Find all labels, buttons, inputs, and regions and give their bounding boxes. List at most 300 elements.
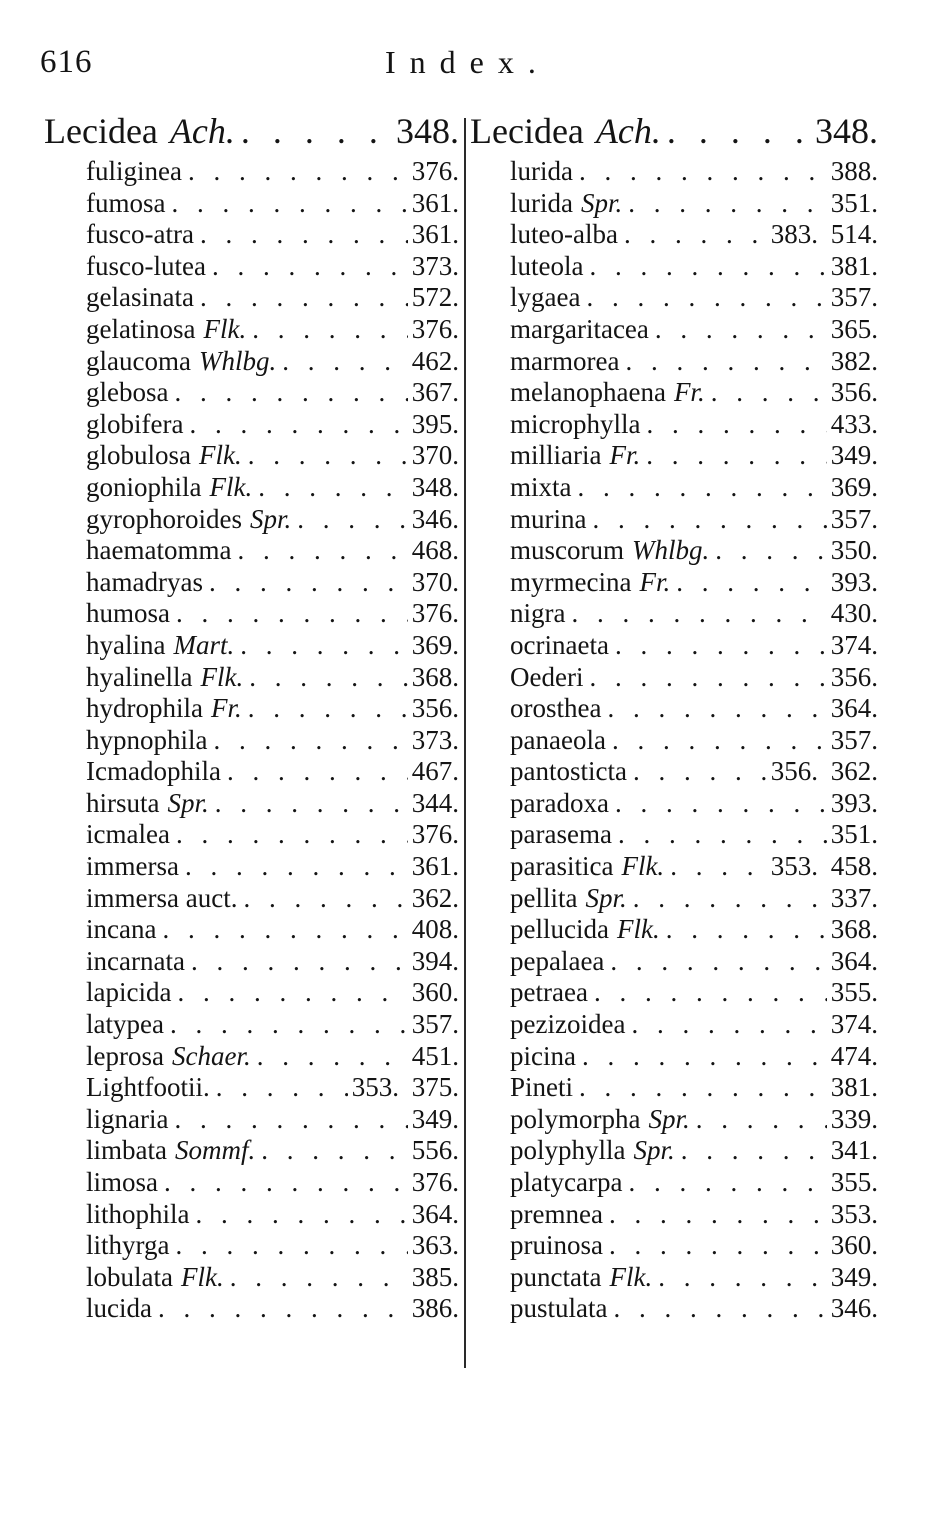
index-entry xyxy=(44,567,459,599)
entry-page-ref: 356. 362. xyxy=(770,756,878,787)
entry-author: Spr. xyxy=(633,1135,675,1166)
entry-page-ref: 381. xyxy=(830,1072,878,1103)
entry-author: Whlbg. xyxy=(632,535,710,566)
entry-epithet: incarnata xyxy=(86,945,185,976)
index-entry xyxy=(44,598,459,630)
entry-epithet: fusco-atra xyxy=(86,219,194,250)
entry-epithet: glaucoma xyxy=(86,345,191,376)
entry-page-ref: 357. xyxy=(830,724,878,755)
entry-page-ref: 341. xyxy=(830,1135,878,1166)
entry-page-ref: 376. xyxy=(411,156,459,186)
entry-page-ref: 344. xyxy=(411,787,459,818)
dot-leader xyxy=(579,156,827,187)
entry-page-ref: 393. xyxy=(830,566,878,597)
running-title: Index. xyxy=(385,44,550,80)
index-entry xyxy=(470,1009,878,1041)
dot-leader xyxy=(249,662,408,693)
entry-page-ref: 374. xyxy=(830,629,878,660)
dot-leader xyxy=(578,472,827,503)
index-entry xyxy=(470,504,878,536)
index-entry xyxy=(44,725,459,757)
index-entry xyxy=(470,1230,878,1262)
entry-page-ref: 394. xyxy=(411,945,459,976)
entry-page-ref: 355. xyxy=(830,1167,878,1197)
dot-leader xyxy=(237,535,407,566)
dot-leader xyxy=(618,819,827,850)
dot-leader xyxy=(631,1009,826,1040)
genus-name: Lecidea xyxy=(470,111,584,151)
entry-epithet: globulosa xyxy=(86,440,191,471)
dot-leader xyxy=(628,1167,826,1198)
entry-epithet: lobulata xyxy=(86,1261,173,1292)
entry-page-ref: 369. xyxy=(411,629,459,660)
index-entry xyxy=(470,662,878,694)
genus-page-ref: 348. xyxy=(815,111,878,151)
entry-epithet: haematomma xyxy=(86,535,232,566)
entry-page-ref: 356. xyxy=(411,693,459,724)
index-entry xyxy=(470,377,878,409)
entry-author: Flk. xyxy=(621,851,665,882)
dot-leader xyxy=(177,977,407,1008)
dot-leader xyxy=(610,946,826,977)
entry-epithet: pustulata xyxy=(510,1293,608,1324)
entry-page-ref: 349. xyxy=(830,1261,878,1292)
entry-page-ref: 381. xyxy=(830,250,878,281)
entry-page-ref: 356. xyxy=(830,377,878,408)
entry-epithet: hyalinella xyxy=(86,661,193,692)
entry-page-ref: 346. xyxy=(411,503,459,534)
dot-leader xyxy=(200,219,408,250)
index-entry xyxy=(44,440,459,472)
entry-page-ref: 350. xyxy=(830,535,878,566)
entry-page-ref: 353. 375. xyxy=(351,1072,459,1103)
entry-page-ref: 373. xyxy=(411,250,459,281)
entry-epithet: limbata xyxy=(86,1135,167,1166)
entry-author: Flk. xyxy=(199,440,242,471)
dot-leader xyxy=(252,314,408,345)
index-entry xyxy=(44,914,459,946)
entry-epithet: fuliginea xyxy=(86,156,182,186)
entry-page-ref: 349. xyxy=(411,1103,459,1134)
dot-leader xyxy=(200,282,408,313)
entry-page-ref: 357. xyxy=(411,1009,459,1040)
entry-epithet: picina xyxy=(510,1040,576,1071)
entry-epithet: globifera xyxy=(86,408,184,439)
entry-page-ref: 362. xyxy=(411,882,459,913)
entry-page-ref: 467. xyxy=(411,756,459,787)
entry-page-ref: 462. xyxy=(411,345,459,376)
dot-leader xyxy=(174,1104,407,1135)
index-entry xyxy=(44,1293,459,1325)
index-entry xyxy=(44,504,459,536)
entry-author: Flk. xyxy=(209,471,253,502)
entry-page-ref: 393. xyxy=(830,787,878,818)
dot-leader xyxy=(174,377,407,408)
entry-author: Schaer. xyxy=(171,1040,251,1071)
dot-leader xyxy=(579,1072,827,1103)
index-entry xyxy=(470,819,878,851)
entry-author: Fr. xyxy=(609,440,641,471)
index-entry xyxy=(470,567,878,599)
index-entry xyxy=(44,946,459,978)
index-entry xyxy=(44,819,459,851)
entry-epithet: limosa xyxy=(86,1167,158,1197)
index-entry xyxy=(470,1104,878,1136)
dot-leader xyxy=(666,914,827,945)
entry-page-ref: 368. xyxy=(830,914,878,945)
entry-epithet: gelatinosa xyxy=(86,313,196,344)
entry-epithet: fumosa xyxy=(86,187,166,218)
dot-leader xyxy=(185,851,408,882)
entry-list xyxy=(44,156,459,1325)
entry-page-ref: 433. xyxy=(830,408,878,439)
dot-leader xyxy=(624,219,767,250)
entry-epithet: pepalaea xyxy=(510,945,605,976)
dot-leader xyxy=(571,598,826,629)
index-entry xyxy=(470,946,878,978)
entry-author: Flk. xyxy=(609,1261,653,1292)
index-entry xyxy=(44,282,459,314)
index-entry xyxy=(470,535,878,567)
index-entry xyxy=(44,851,459,883)
entry-page-ref: 355. xyxy=(830,977,878,1008)
entry-page-ref: 353. 458. xyxy=(770,851,878,882)
entry-author: Fr. xyxy=(673,377,705,408)
entry-page-ref: 368. xyxy=(411,661,459,692)
index-entry xyxy=(470,346,878,378)
entry-page-ref: 385. xyxy=(411,1261,459,1292)
dot-leader xyxy=(594,977,827,1008)
entry-page-ref: 370. xyxy=(411,566,459,597)
entry-epithet: polyphylla xyxy=(510,1135,626,1166)
genus-author: Ach. xyxy=(595,111,661,151)
entry-epithet: mixta xyxy=(510,471,572,502)
entry-page-ref: 360. xyxy=(411,977,459,1008)
index-entry xyxy=(470,914,878,946)
index-entry xyxy=(470,977,878,1009)
entry-epithet: marmorea xyxy=(510,345,620,376)
entry-page-ref: 363. xyxy=(411,1230,459,1261)
entry-epithet: myrmecina xyxy=(510,566,632,597)
index-entry xyxy=(44,535,459,567)
index-entry xyxy=(470,630,878,662)
dot-leader xyxy=(243,883,407,914)
entry-epithet: parasema xyxy=(510,819,612,850)
entry-page-ref: 408. xyxy=(411,914,459,945)
entry-epithet: hydrophila xyxy=(86,693,203,724)
entry-epithet: Oederi xyxy=(510,661,584,692)
dot-leader xyxy=(227,756,408,787)
entry-epithet: incana xyxy=(86,914,157,945)
dot-leader xyxy=(176,598,408,629)
entry-epithet: pruinosa xyxy=(510,1230,603,1261)
index-entry xyxy=(44,251,459,283)
entry-epithet: platycarpa xyxy=(510,1167,623,1197)
index-entry xyxy=(44,377,459,409)
index-entry xyxy=(470,472,878,504)
dot-leader xyxy=(696,1104,827,1135)
index-entry xyxy=(470,883,878,915)
entry-epithet: latypea xyxy=(86,1009,164,1040)
entry-page-ref: 351. xyxy=(830,819,878,850)
entry-epithet: lurida xyxy=(510,156,573,186)
index-entry xyxy=(44,1230,459,1262)
entry-epithet: pellita xyxy=(510,882,578,913)
entry-page-ref: 357. xyxy=(830,503,878,534)
entry-epithet: hirsuta xyxy=(86,787,160,818)
dot-leader xyxy=(582,1041,827,1072)
entry-epithet: Icmadophila xyxy=(86,756,221,787)
entry-author: Spr. xyxy=(648,1103,690,1134)
entry-page-ref: 373. xyxy=(411,724,459,755)
dot-leader xyxy=(658,1262,827,1293)
entry-epithet: glebosa xyxy=(86,377,169,408)
dot-leader xyxy=(625,346,826,377)
dot-leader xyxy=(297,504,408,535)
entry-page-ref: 376. xyxy=(411,1167,459,1197)
index-column-left xyxy=(44,110,459,1325)
dot-leader xyxy=(189,409,407,440)
entry-author: Fr. xyxy=(210,693,242,724)
genus-heading xyxy=(44,110,459,156)
index-entry xyxy=(470,1041,878,1073)
dot-leader xyxy=(216,1072,348,1103)
index-entry xyxy=(470,756,878,788)
entry-page-ref: 365. xyxy=(830,313,878,344)
dot-leader xyxy=(209,567,408,598)
entry-page-ref: 361. xyxy=(411,219,459,250)
entry-author: Flk. xyxy=(203,313,247,344)
entry-page-ref: 430. xyxy=(830,598,878,629)
index-entry xyxy=(44,630,459,662)
entry-epithet: punctata xyxy=(510,1261,602,1292)
index-entry xyxy=(470,440,878,472)
entry-page-ref: 364. xyxy=(411,1198,459,1229)
entry-page-ref: 337. xyxy=(830,882,878,913)
entry-page-ref: 367. xyxy=(411,377,459,408)
entry-page-ref: 376. xyxy=(411,598,459,629)
genus-page-ref: 348. xyxy=(396,111,459,151)
dot-leader xyxy=(609,1199,827,1230)
entry-epithet: hamadryas xyxy=(86,566,203,597)
index-entry xyxy=(470,1293,878,1325)
entry-epithet: melanophaena xyxy=(510,377,666,408)
entry-epithet: icmalea xyxy=(86,819,170,850)
dot-leader xyxy=(592,504,826,535)
index-entry xyxy=(44,1041,459,1073)
index-entry xyxy=(470,314,878,346)
entry-page-ref: 383. 514. xyxy=(770,219,878,250)
index-entry xyxy=(470,598,878,630)
entry-page-ref: 349. xyxy=(830,440,878,471)
index-entry xyxy=(470,282,878,314)
entry-epithet: lithophila xyxy=(86,1198,190,1229)
dot-leader xyxy=(612,725,827,756)
entry-page-ref: 374. xyxy=(830,1009,878,1040)
entry-author: Flk. xyxy=(200,661,244,692)
entry-author: Spr. xyxy=(580,187,623,218)
index-entry xyxy=(44,156,459,188)
entry-page-ref: 474. xyxy=(830,1040,878,1071)
entry-epithet: pezizoidea xyxy=(510,1009,626,1040)
entry-epithet: lignaria xyxy=(86,1103,169,1134)
entry-epithet: humosa xyxy=(86,598,170,629)
dot-leader xyxy=(258,472,408,503)
dot-leader xyxy=(715,535,827,566)
dot-leader xyxy=(282,346,408,377)
entry-epithet: muscorum xyxy=(510,535,624,566)
genus-author: Ach. xyxy=(169,111,235,151)
index-entry xyxy=(44,788,459,820)
entry-epithet: pantosticta xyxy=(510,756,627,787)
index-column-right xyxy=(470,110,878,1325)
entry-epithet: murina xyxy=(510,503,587,534)
dot-leader xyxy=(261,1135,408,1166)
index-entry xyxy=(470,693,878,725)
dot-leader xyxy=(589,251,826,282)
entry-author: Whlbg. xyxy=(198,345,277,376)
dot-leader xyxy=(176,1230,408,1261)
dot-leader xyxy=(240,630,408,661)
entry-epithet: orosthea xyxy=(510,693,602,724)
genus-heading xyxy=(470,110,878,156)
dot-leader xyxy=(257,1041,408,1072)
dot-leader xyxy=(615,788,827,819)
entry-epithet: hyalina xyxy=(86,629,166,660)
index-entry xyxy=(470,788,878,820)
dot-leader xyxy=(633,756,767,787)
dot-leader xyxy=(676,567,827,598)
entry-epithet: polymorpha xyxy=(510,1103,641,1134)
entry-page-ref: 364. xyxy=(830,945,878,976)
index-entry xyxy=(470,1135,878,1167)
entry-epithet: pellucida xyxy=(510,914,609,945)
entry-page-ref: 360. xyxy=(830,1230,878,1261)
dot-leader xyxy=(667,110,809,152)
entry-page-ref: 382. xyxy=(830,345,878,376)
entry-epithet: petraea xyxy=(510,977,588,1008)
entry-page-ref: 346. xyxy=(830,1293,878,1324)
dot-leader xyxy=(589,662,826,693)
entry-page-ref: 351. xyxy=(830,187,878,218)
entry-page-ref: 468. xyxy=(411,535,459,566)
index-entry xyxy=(44,1262,459,1294)
index-entry xyxy=(44,1167,459,1199)
dot-leader xyxy=(609,1230,827,1261)
index-entry xyxy=(44,883,459,915)
entry-author: Fr. xyxy=(639,566,671,597)
entry-epithet: lucida xyxy=(86,1293,152,1324)
index-entry xyxy=(44,314,459,346)
entry-list xyxy=(470,156,878,1325)
entry-epithet: gelasinata xyxy=(86,282,194,313)
index-entry xyxy=(44,1104,459,1136)
entry-epithet: luteo-alba xyxy=(510,219,618,250)
entry-author: Spr. xyxy=(249,503,292,534)
dot-leader xyxy=(196,1199,408,1230)
index-entry xyxy=(470,1167,878,1199)
dot-leader xyxy=(670,851,767,882)
dot-leader xyxy=(158,1293,408,1324)
entry-page-ref: 364. xyxy=(830,693,878,724)
dot-leader xyxy=(655,314,827,345)
entry-epithet: lithyrga xyxy=(86,1230,170,1261)
dot-leader xyxy=(214,725,408,756)
index-entry xyxy=(470,851,878,883)
entry-author: Flk. xyxy=(616,914,660,945)
dot-leader xyxy=(241,110,390,152)
dot-leader xyxy=(230,1262,408,1293)
index-entry xyxy=(44,1199,459,1231)
entry-author: Flk. xyxy=(180,1261,224,1292)
dot-leader xyxy=(162,914,407,945)
index-entry xyxy=(470,1262,878,1294)
entry-page-ref: 386. xyxy=(411,1293,459,1324)
index-entry xyxy=(44,756,459,788)
entry-author: Spr. xyxy=(585,882,627,913)
entry-page-ref: 572. xyxy=(411,282,459,313)
entry-page-ref: 388. xyxy=(830,156,878,186)
index-entry xyxy=(44,1009,459,1041)
column-divider xyxy=(464,118,466,1368)
entry-epithet: milliaria xyxy=(510,440,602,471)
entry-epithet: hypnophila xyxy=(86,724,208,755)
entry-page-ref: 376. xyxy=(411,313,459,344)
index-entry xyxy=(470,251,878,283)
entry-page-ref: 395. xyxy=(411,408,459,439)
index-entry xyxy=(44,693,459,725)
index-entry xyxy=(470,219,878,251)
dot-leader xyxy=(215,788,408,819)
dot-leader xyxy=(607,693,826,724)
dot-leader xyxy=(711,377,827,408)
dot-leader xyxy=(646,440,827,471)
entry-epithet: panaeola xyxy=(510,724,606,755)
dot-leader xyxy=(633,883,827,914)
dot-leader xyxy=(171,188,407,219)
dot-leader xyxy=(586,282,826,313)
entry-epithet: nigra xyxy=(510,598,566,629)
entry-author: Spr. xyxy=(167,787,209,818)
entry-page-ref: 376. xyxy=(411,819,459,850)
index-entry xyxy=(44,977,459,1009)
dot-leader xyxy=(248,693,408,724)
genus-name: Lecidea xyxy=(44,111,158,151)
entry-page-ref: 451. xyxy=(411,1040,459,1071)
entry-epithet: premnea xyxy=(510,1198,603,1229)
entry-epithet: paradoxa xyxy=(510,787,609,818)
dot-leader xyxy=(248,440,408,471)
entry-page-ref: 556. xyxy=(411,1135,459,1166)
page-header xyxy=(40,36,550,84)
entry-page-ref: 353. xyxy=(830,1198,878,1229)
entry-epithet: fusco-lutea xyxy=(86,250,206,281)
entry-page-ref: 361. xyxy=(411,187,459,218)
entry-page-ref: 361. xyxy=(411,851,459,882)
entry-epithet: ocrinaeta xyxy=(510,629,609,660)
entry-epithet: gyrophoroides xyxy=(86,503,242,534)
entry-page-ref: 369. xyxy=(830,471,878,502)
entry-epithet: lurida xyxy=(510,187,573,218)
page-number: 616 xyxy=(40,44,93,80)
entry-epithet: parasitica xyxy=(510,851,614,882)
dot-leader xyxy=(615,630,827,661)
entry-page-ref: 356. xyxy=(830,661,878,692)
dot-leader xyxy=(646,409,826,440)
entry-epithet: goniophila xyxy=(86,471,202,502)
entry-epithet: luteola xyxy=(510,250,584,281)
index-entry xyxy=(44,472,459,504)
